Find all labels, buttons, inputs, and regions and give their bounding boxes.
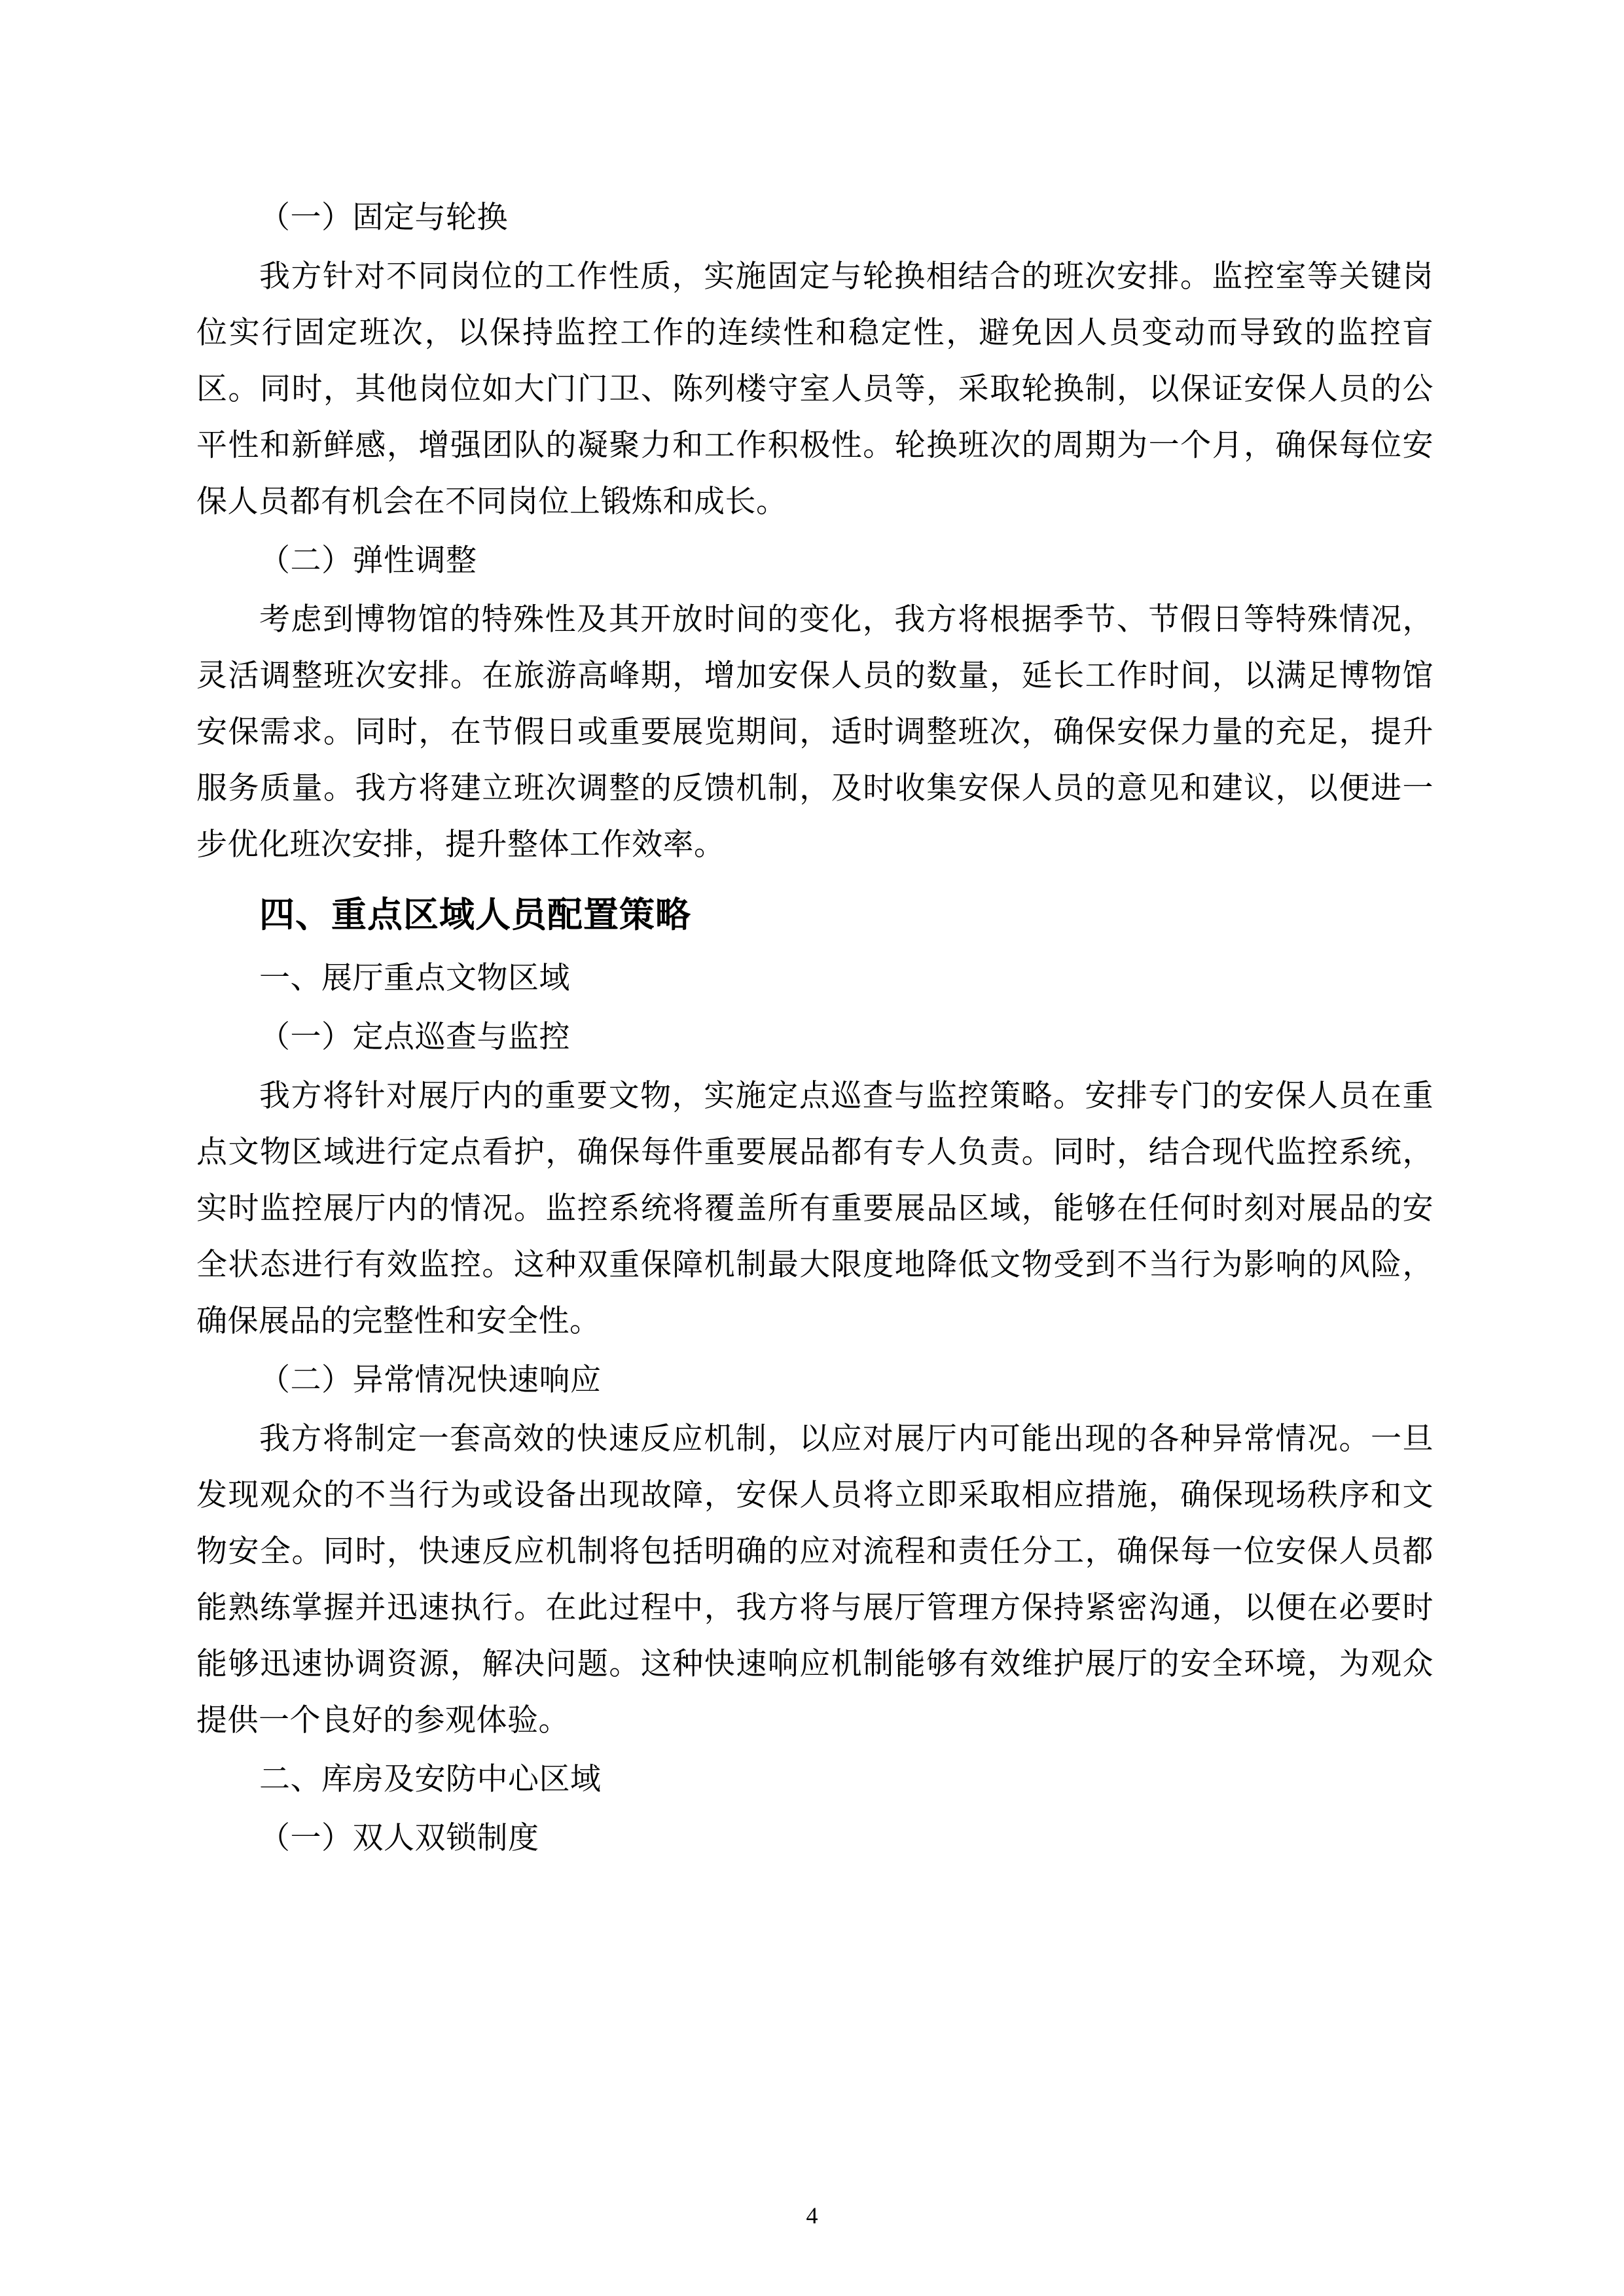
section-heading-fixed-rotation: （一）固定与轮换 bbox=[259, 201, 508, 235]
section-heading-flexible-adjustment: （二）弹性调整 bbox=[259, 544, 477, 578]
section-heading-warehouse-security-center: 二、库房及安防中心区域 bbox=[259, 1763, 602, 1797]
section-heading-two-person-two-lock: （一）双人双锁制度 bbox=[259, 1821, 539, 1856]
paragraph-fixed-rotation: 我方针对不同岗位的工作性质，实施固定与轮换相结合的班次安排。监控室等关键岗位实行固定班次，以保持监控工作的连续性和稳定性，避免因人员变动而导致的监控盲区。同时，其他岗位如大门门卫、陈列楼守室人员等，采取轮换制，以保证安保人员的公平性和新鲜感，增强团队的凝聚力和工作积极性。轮换班次的周期为一个月，确保每位安保人员都有机会在不同岗位上锻炼和成长。 bbox=[196, 260, 1434, 519]
section-heading-fixed-patrol: （一）定点巡查与监控 bbox=[259, 1020, 570, 1054]
section-heading-rapid-response: （二）异常情况快速响应 bbox=[259, 1363, 602, 1397]
paragraph-flexible-adjustment: 考虑到博物馆的特殊性及其开放时间的变化，我方将根据季节、节假日等特殊情况，灵活调整班次安排。在旅游高峰期，增加安保人员的数量，延长工作时间，以满足博物馆安保需求。同时，在节假日或重要展览期间，适时调整班次，确保安保力量的充足，提升服务质量。我方将建立班次调整的反馈机制，及时收集安保人员的意见和建议，以便进一步优化班次安排，提升整体工作效率。 bbox=[196, 603, 1434, 862]
page-number: 4 bbox=[806, 2202, 818, 2229]
paragraph-rapid-response: 我方将制定一套高效的快速反应机制，以应对展厅内可能出现的各种异常情况。一旦发现观众的不当行为或设备出现故障，安保人员将立即采取相应措施，确保现场秩序和文物安全。同时，快速反应机制将包括明确的应对流程和责任分工，确保每一位安保人员都能熟练掌握并迅速执行。在此过程中，我方将与展厅管理方保持紧密沟通，以便在必要时能够迅速协调资源，解决问题。这种快速响应机制能够有效维护展厅的安全环境，为观众提供一个良好的参观体验。 bbox=[196, 1422, 1434, 1738]
chapter-heading-key-area-staffing: 四、重点区域人员配置策略 bbox=[259, 895, 691, 935]
document-body bbox=[196, 190, 1434, 1867]
paragraph-fixed-patrol: 我方将针对展厅内的重要文物，实施定点巡查与监控策略。安排专门的安保人员在重点文物区域进行定点看护，确保每件重要展品都有专人负责。同时，结合现代监控系统，实时监控展厅内的情况。监控系统将覆盖所有重要展品区域，能够在任何时刻对展品的安全状态进行有效监控。这种双重保障机制最大限度地降低文物受到不当行为影响的风险，确保展品的完整性和安全性。 bbox=[196, 1079, 1434, 1338]
section-heading-exhibition-area: 一、展厅重点文物区域 bbox=[259, 961, 570, 996]
